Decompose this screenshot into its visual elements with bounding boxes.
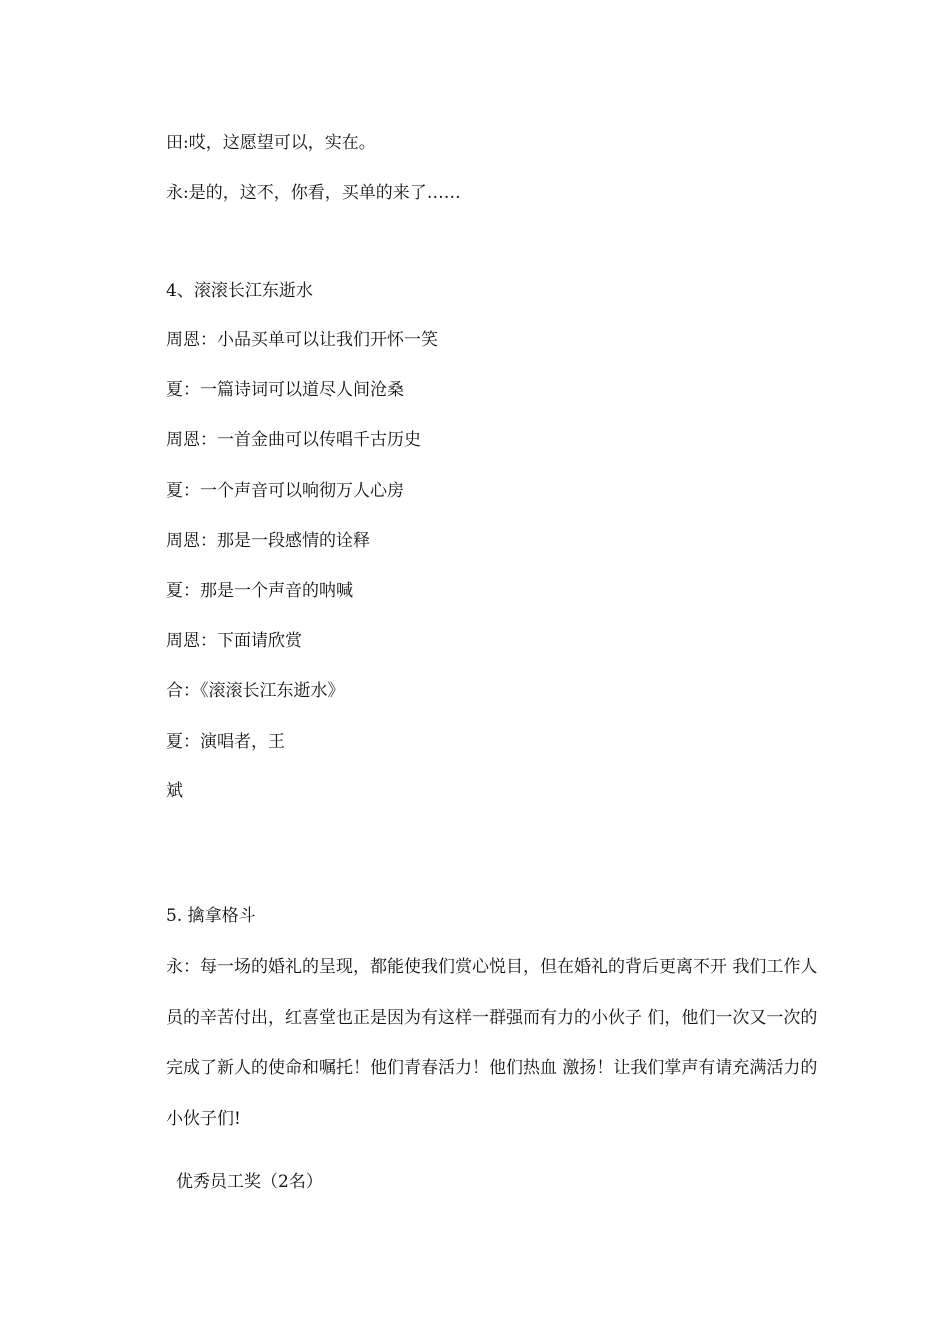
dialogue-paragraph: 永：每一场的婚礼的呈现，都能使我们赏心悦目，但在婚礼的背后更离不开 我们工作人员的辛苦付出，红喜堂也正是因为有这样一群强而有力的小伙子 们，他们一次又一次的完成了新人的使命和嘱托！他们青春活力！他们热血 激扬！让我们掌声有请充满活力的小伙子们! bbox=[166, 957, 818, 1129]
dialogue-line: 周恩：一首金曲可以传唱千古历史 bbox=[166, 430, 421, 450]
section-heading: 4、滚滚长江东逝水 bbox=[166, 281, 313, 301]
dialogue-line: 周恩：小品买单可以让我们开怀一笑 bbox=[166, 330, 438, 350]
section-heading: 5. 擒拿格斗 bbox=[166, 906, 256, 926]
dialogue-line: 斌 bbox=[166, 781, 183, 801]
dialogue-line: 周恩：下面请欣赏 bbox=[166, 631, 302, 651]
dialogue-line: 田:哎，这愿望可以，实在。 bbox=[166, 133, 376, 153]
award-title: 优秀员工奖（2名） bbox=[176, 1172, 323, 1192]
dialogue-line: 夏：一个声音可以响彻万人心房 bbox=[166, 481, 404, 501]
dialogue-line: 夏：一篇诗词可以道尽人间沧桑 bbox=[166, 380, 404, 400]
dialogue-line: 夏：那是一个声音的呐喊 bbox=[166, 581, 353, 601]
dialogue-line: 合：《滚滚长江东逝水》 bbox=[166, 681, 345, 701]
dialogue-line: 周恩：那是一段感情的诠释 bbox=[166, 531, 370, 551]
dialogue-line: 夏：演唱者，王 bbox=[166, 732, 285, 752]
dialogue-line: 永:是的，这不，你看，买单的来了…… bbox=[166, 183, 461, 203]
